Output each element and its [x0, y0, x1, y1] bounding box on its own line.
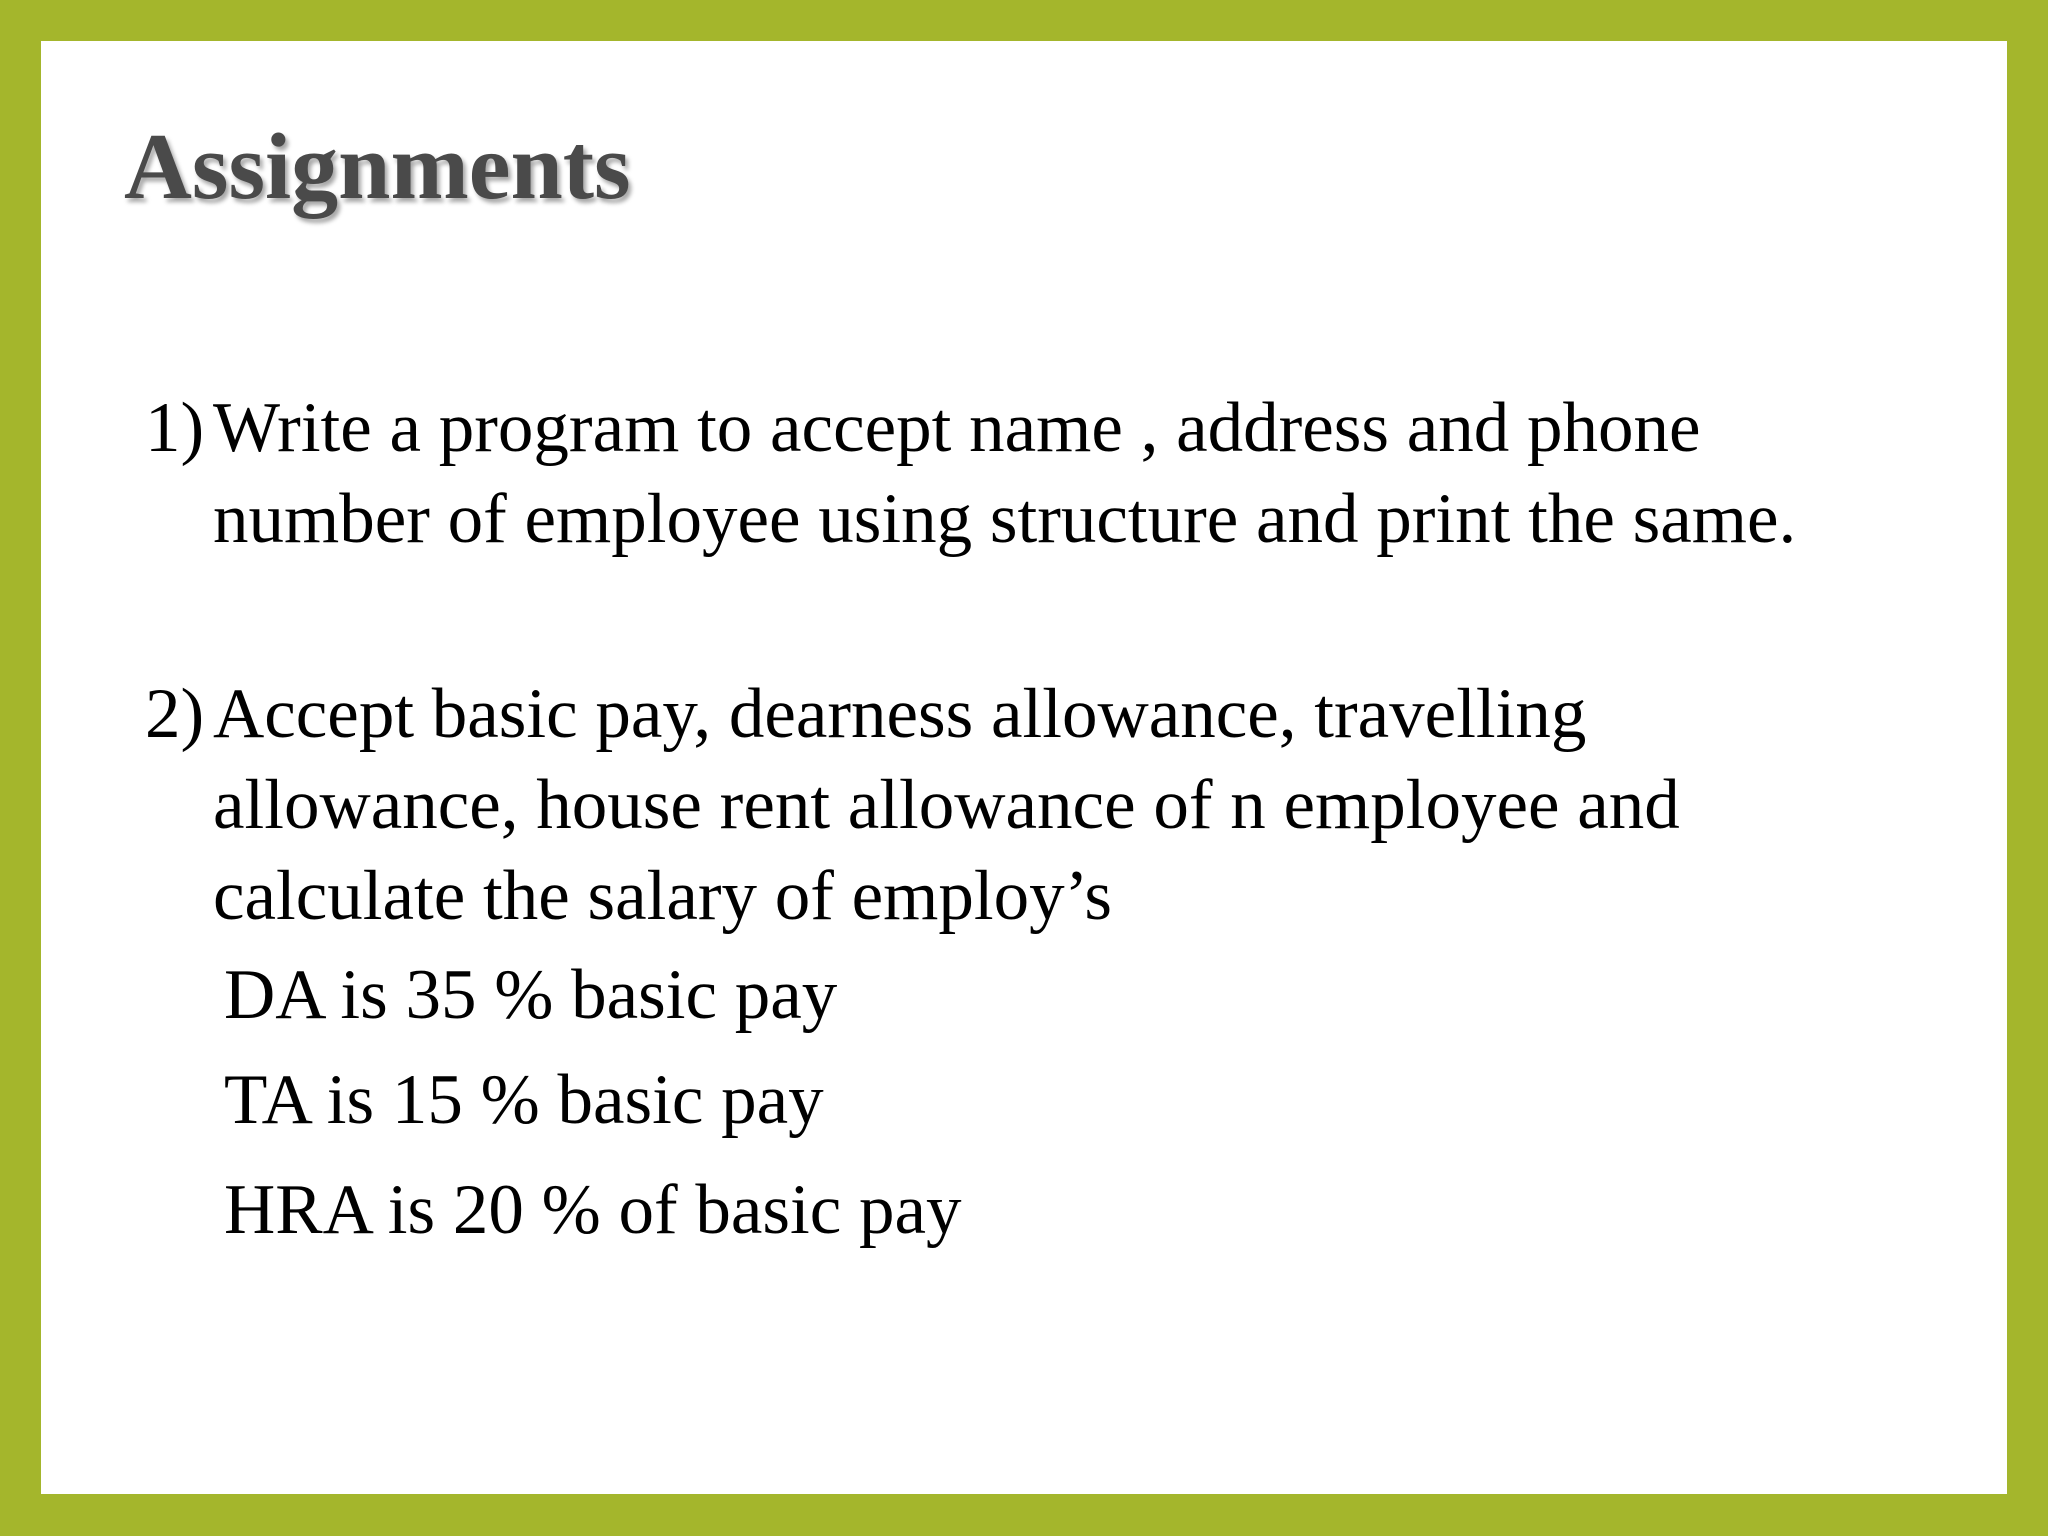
allowance-line-da: DA is 35 % basic pay — [224, 956, 838, 1034]
assignment-item-1 — [145, 383, 1905, 565]
assignment-text: Accept basic pay, dearness allowance, travelling allowance, house rent allowance of n employee and calculate the salary of employ’s — [213, 675, 1680, 935]
allowance-line-ta: TA is 15 % basic pay — [224, 1061, 824, 1139]
assignment-number: 2) — [145, 675, 205, 753]
allowance-line-hra: HRA is 20 % of basic pay — [224, 1171, 962, 1249]
assignment-number: 1) — [145, 389, 205, 467]
slide-canvas — [41, 41, 2007, 1494]
slide-title: Assignments — [124, 115, 631, 219]
assignment-text: Write a program to accept name , address and phone number of employee using structure and print the same. — [213, 389, 1797, 558]
assignment-item-2 — [145, 669, 1905, 942]
